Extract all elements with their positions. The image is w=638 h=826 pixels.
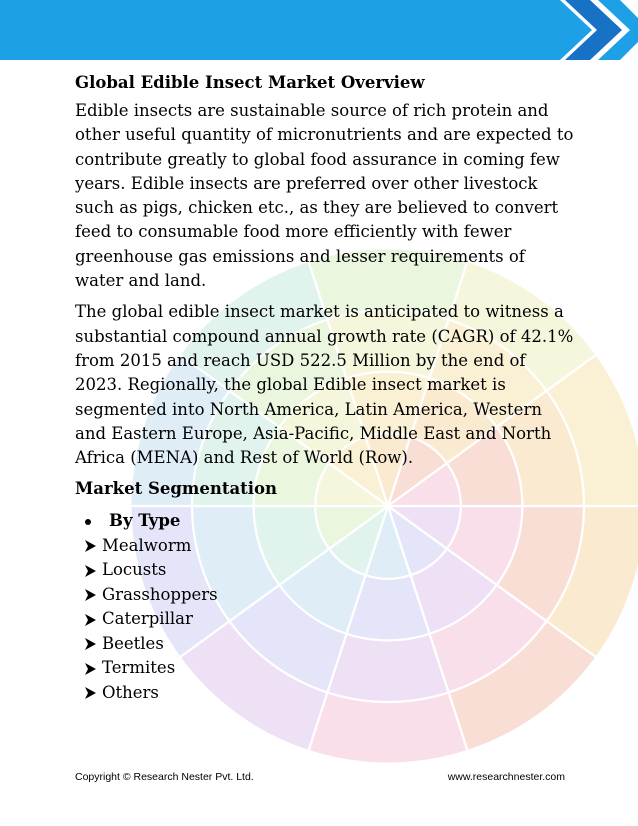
segment-item-label: Caterpillar — [102, 609, 193, 629]
section-heading: Global Edible Insect Market Overview — [75, 73, 425, 92]
arrow-bullet-icon — [85, 638, 96, 650]
page-footer — [75, 771, 565, 783]
arrow-bullet-icon — [85, 687, 96, 699]
arrow-bullet-icon — [85, 540, 96, 552]
segment-item — [85, 583, 575, 608]
segment-item-label: Grasshoppers — [102, 584, 218, 604]
segment-item — [85, 607, 575, 632]
segment-item — [85, 632, 575, 657]
website-text: www.researchnester.com — [447, 771, 565, 783]
top-banner — [0, 0, 638, 60]
segment-label: By Type — [109, 511, 181, 531]
segment-item-label: Others — [102, 682, 159, 702]
bullet-dot-icon — [85, 519, 91, 525]
segment-item — [85, 558, 575, 583]
arrow-bullet-icon — [85, 589, 96, 601]
segment-item-label: Locusts — [102, 560, 167, 580]
segment-list — [75, 509, 575, 705]
segment-item-label: Mealworm — [102, 535, 192, 555]
copyright-text: Copyright © Research Nester Pvt. Ltd. — [75, 771, 254, 783]
document-body — [75, 71, 575, 705]
overview-paragraph: Edible insects are sustainable source of rich protein and other useful quantity of micronutrients and are expected to contribute greatly to global food assurance in coming few years. Edible insects are preferred over other livestock such as pigs, chicken etc., as they are believed to convert feed to consumable food more efficiently with fewer greenhouse gas emissions and lesser requirements of water and land. — [75, 101, 574, 291]
segment-type-bullet — [85, 509, 575, 534]
segment-item — [85, 534, 575, 559]
segmentation-heading: Market Segmentation — [75, 479, 278, 499]
segment-item — [85, 681, 575, 706]
arrow-bullet-icon — [85, 614, 96, 626]
segment-item — [85, 656, 575, 681]
market-paragraph: The global edible insect market is anticipated to witness a substantial compound annual growth rate (CAGR) of 42.1% from 2015 and reach USD 522.5 Million by the end of 2023. Regionally, the global Edible insect market is segmented into North America, Latin America, Western and Eastern Europe, Asia-Pacific, Middle East and North Africa (MENA) and Rest of World (Row). — [75, 302, 574, 468]
arrow-bullet-icon — [85, 565, 96, 577]
segment-item-label: Termites — [102, 658, 176, 678]
segment-items — [85, 534, 575, 706]
segment-item-label: Beetles — [102, 633, 164, 653]
arrow-bullet-icon — [85, 663, 96, 675]
